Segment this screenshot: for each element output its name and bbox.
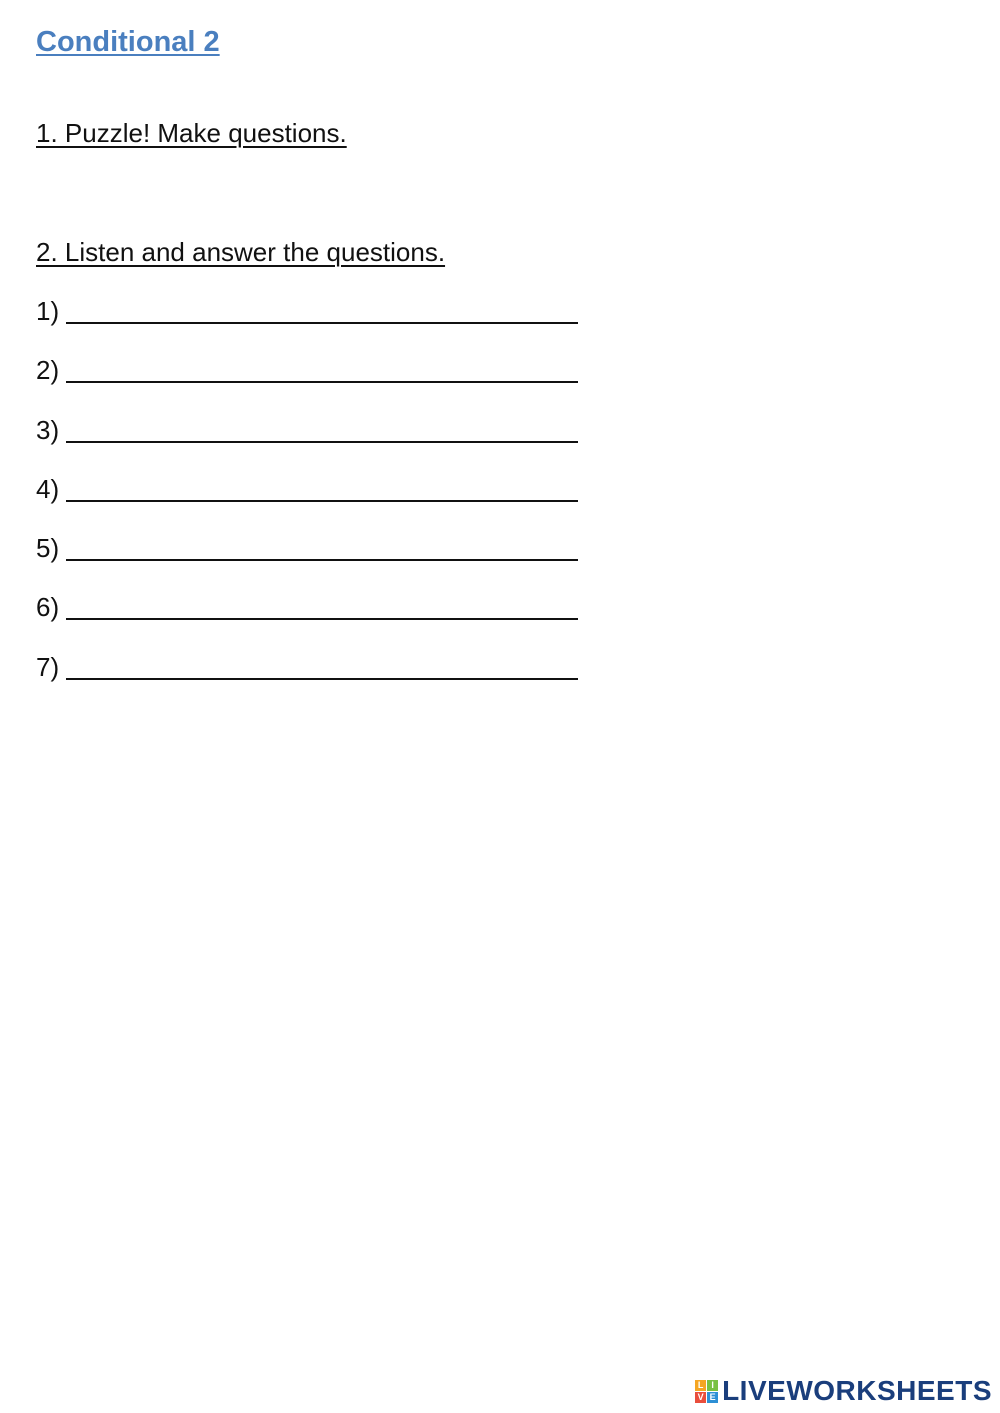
page-title: Conditional 2 (36, 26, 220, 58)
logo-mark-letter: L (695, 1380, 706, 1391)
logo-mark-letter: V (695, 1392, 706, 1403)
section-2-heading: 2. Listen and answer the questions. (36, 237, 446, 267)
answer-row-5 (36, 533, 596, 592)
answer-input-1[interactable] (66, 296, 578, 324)
logo-mark-letter: E (707, 1392, 718, 1403)
answer-number: 1) (36, 296, 60, 326)
answer-number: 7) (36, 651, 60, 682)
logo-mark-letter: I (707, 1380, 718, 1391)
answer-input-6[interactable] (66, 592, 578, 620)
logo-mark-icon (695, 1380, 718, 1403)
answer-row-1 (36, 296, 596, 355)
answer-list (36, 296, 596, 711)
answer-row-7 (36, 652, 596, 711)
answer-number: 2) (36, 355, 60, 386)
answer-number: 6) (36, 592, 60, 623)
logo-text: LIVEWORKSHEETS (722, 1375, 992, 1406)
answer-input-7[interactable] (66, 652, 578, 680)
answer-number: 4) (36, 473, 60, 504)
liveworksheets-logo (695, 1375, 992, 1407)
answer-row-6 (36, 592, 596, 651)
answer-row-2 (36, 355, 596, 414)
answer-row-4 (36, 474, 596, 533)
answer-row-3 (36, 415, 596, 474)
answer-number: 5) (36, 533, 60, 564)
section-1-heading: 1. Puzzle! Make questions. (36, 118, 347, 148)
answer-input-4[interactable] (66, 474, 578, 502)
answer-input-2[interactable] (66, 355, 578, 383)
answer-input-5[interactable] (66, 533, 578, 561)
answer-input-3[interactable] (66, 415, 578, 443)
answer-number: 3) (36, 414, 60, 445)
